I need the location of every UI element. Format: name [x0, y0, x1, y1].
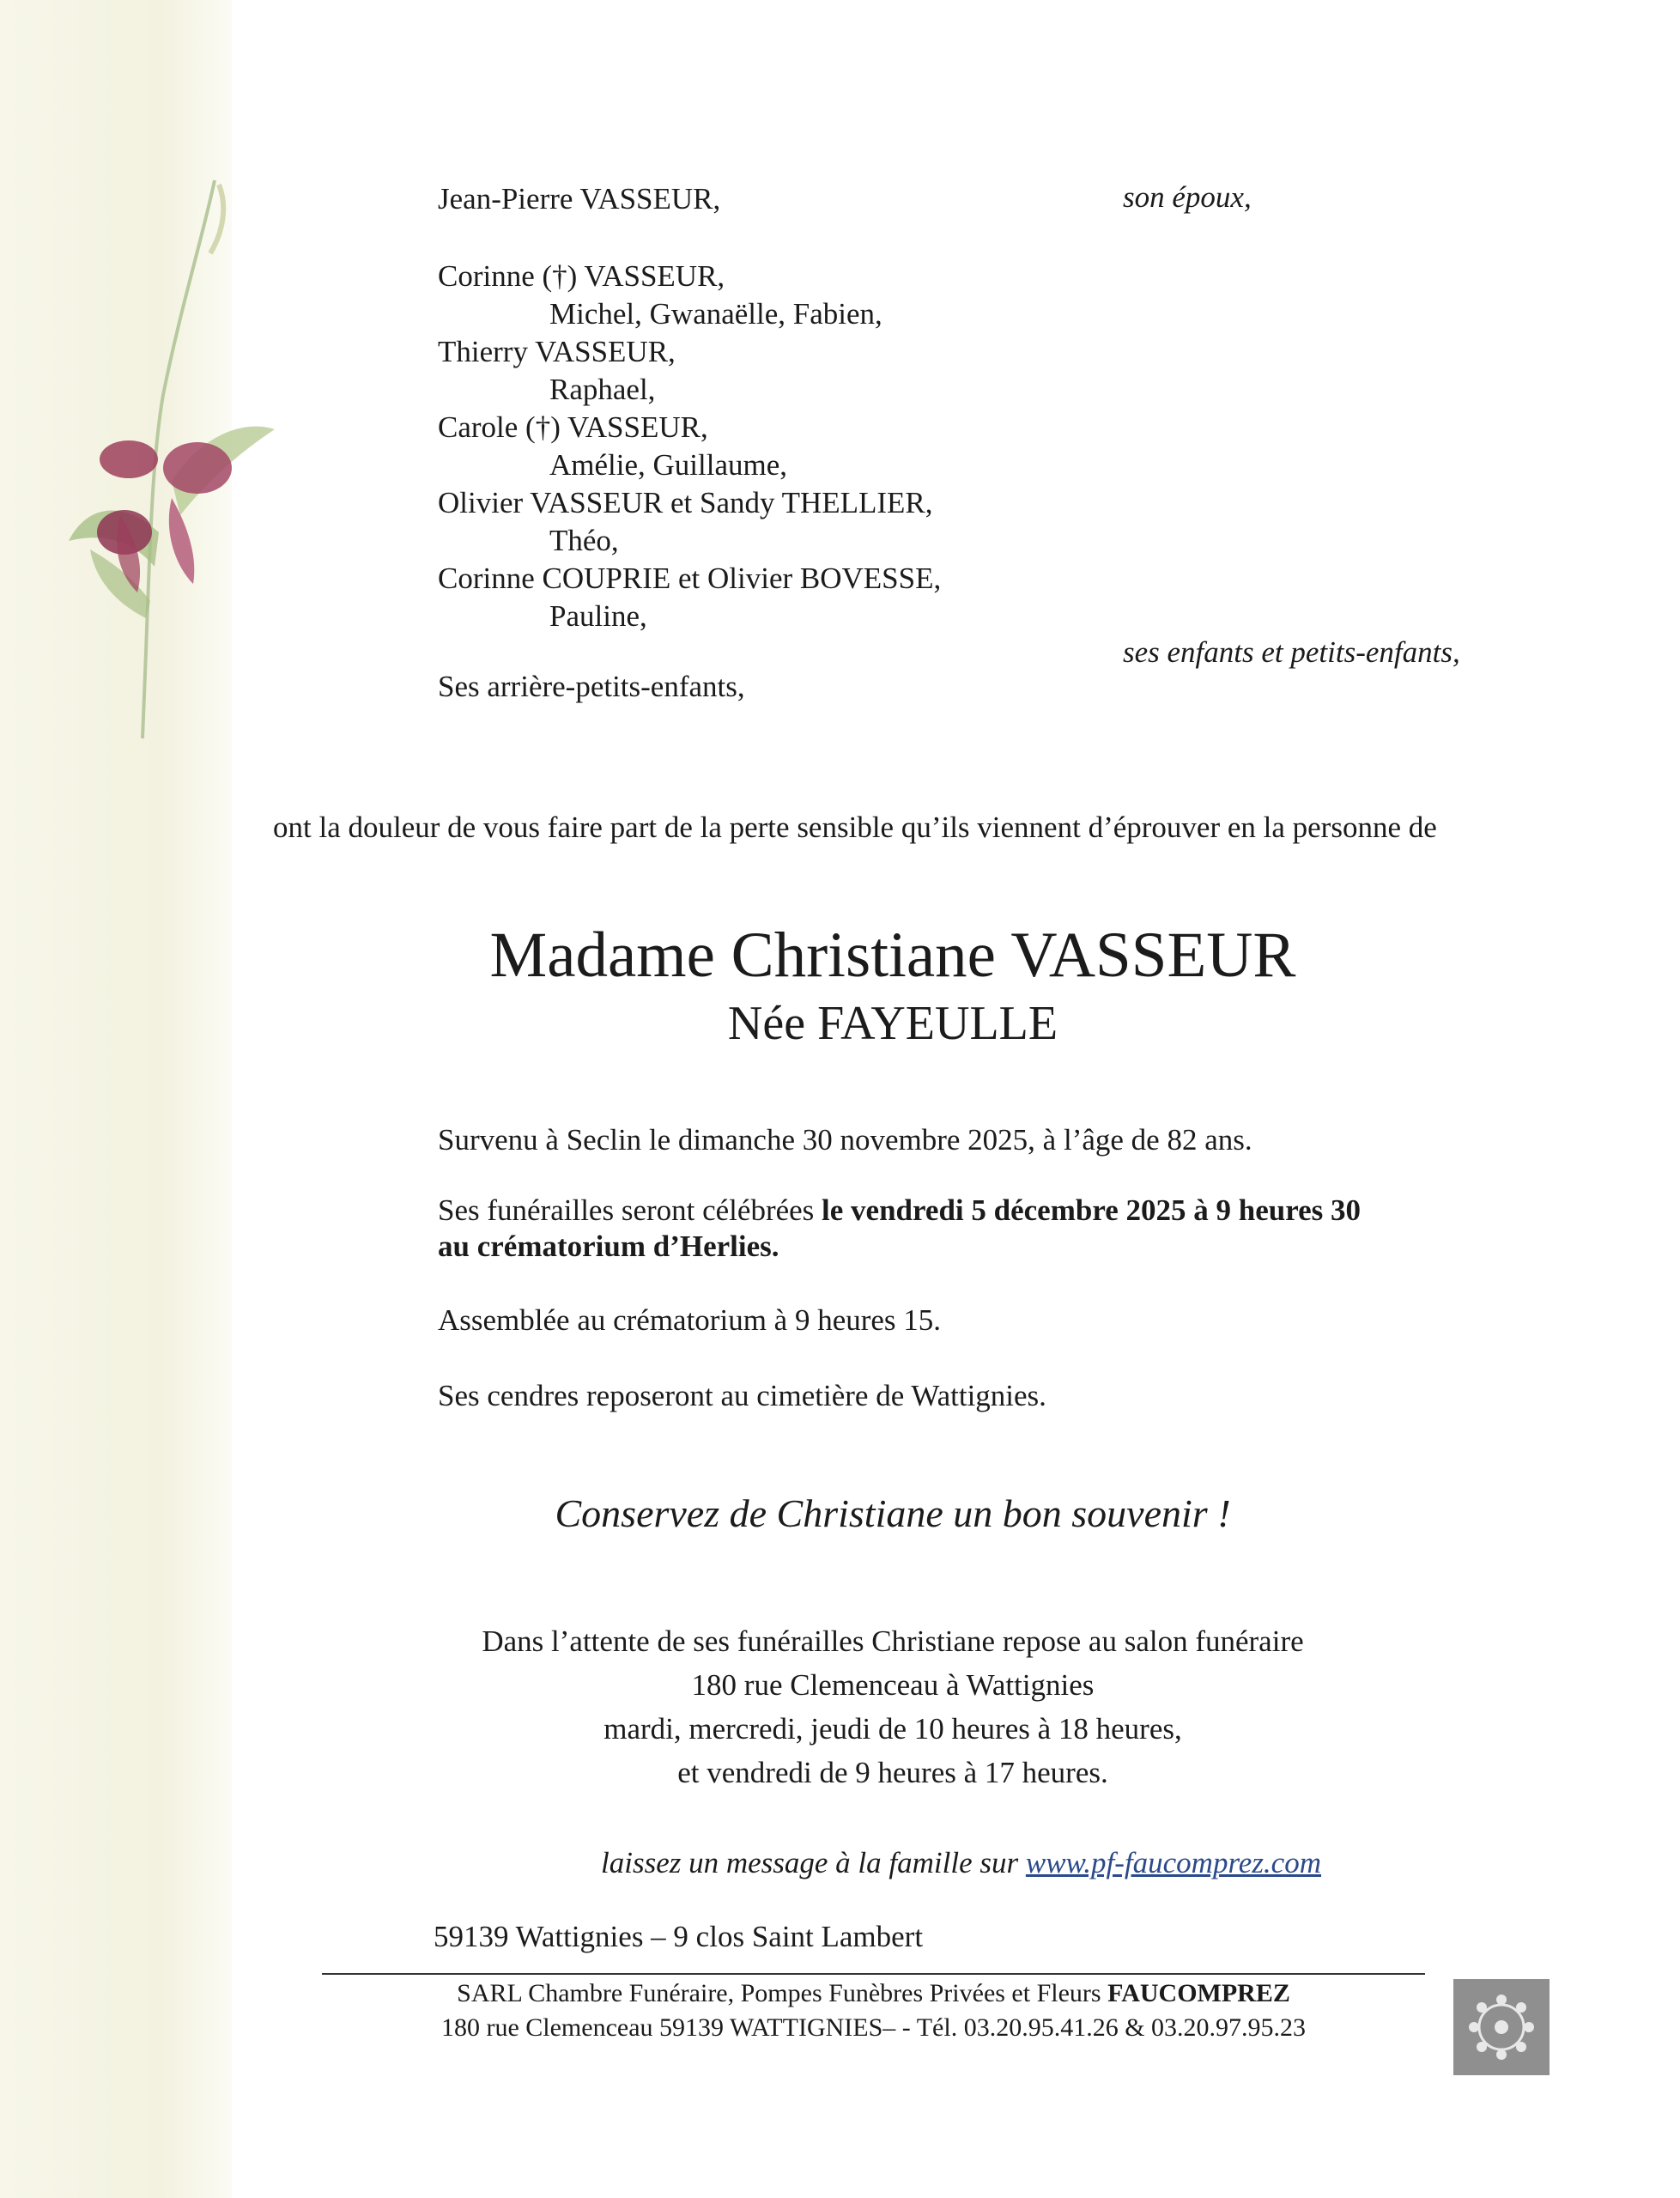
flower-logo-icon: [1453, 1979, 1550, 2075]
announcement-intro: ont la douleur de vous faire part de la perte sensible qu’ils viennent d’éprouver en la personne de: [273, 811, 1437, 844]
message-prefix: laissez un message à la famille sur: [601, 1846, 1026, 1879]
viewing-line: 180 rue Clemenceau à Wattignies: [691, 1668, 1095, 1702]
children-line: Pauline,: [549, 599, 647, 633]
family-address: 59139 Wattignies – 9 clos Saint Lambert: [434, 1920, 924, 1953]
children-role: ses enfants et petits-enfants,: [1123, 635, 1460, 669]
assembly-details: Assemblée au crématorium à 9 heures 15.: [438, 1303, 942, 1337]
children-line: Amélie, Guillaume,: [549, 448, 788, 482]
viewing-line: mardi, mercredi, jeudi de 10 heures à 18 heures,: [603, 1712, 1182, 1746]
footer-company-name: FAUCOMPREZ: [1107, 1979, 1290, 2007]
ashes-details: Ses cendres reposeront au cimetière de Wattignies.: [438, 1379, 1046, 1412]
children-line: Carole (†) VASSEUR,: [438, 410, 708, 444]
children-line: Théo,: [549, 524, 619, 557]
message-line: [601, 1846, 1321, 1880]
deceased-maiden-name: Née FAYEULLE: [727, 997, 1058, 1050]
death-details: Survenu à Seclin le dimanche 30 novembre 2025, à l’âge de 82 ans.: [438, 1123, 1252, 1157]
remembrance-quote: Conservez de Christiane un bon souvenir !: [555, 1491, 1231, 1535]
website-link[interactable]: www.pf-faucomprez.com: [1025, 1846, 1321, 1879]
company-logo: [1453, 1979, 1550, 2075]
calla-lily-illustration: [52, 172, 292, 756]
children-line: Thierry VASSEUR,: [438, 335, 676, 368]
funeral-line-1: [438, 1193, 1361, 1228]
deceased-name: Madame Christiane VASSEUR: [489, 920, 1296, 991]
children-list: [438, 258, 941, 635]
spouse-role: son époux,: [1123, 180, 1252, 214]
footer-divider: [322, 1973, 1425, 1975]
footer-contact: 180 rue Clemenceau 59139 WATTIGNIES– - Tél. 03.20.95.41.26 & 03.20.97.95.23: [440, 2013, 1307, 2042]
children-line: Corinne COUPRIE et Olivier BOVESSE,: [438, 562, 942, 595]
footer-company-prefix: SARL Chambre Funéraire, Pompes Funèbres Privées et Fleurs: [457, 1979, 1108, 2007]
children-line: Corinne (†) VASSEUR,: [438, 259, 725, 293]
funeral-location: au crématorium d’Herlies.: [438, 1230, 779, 1263]
children-line: Olivier VASSEUR et Sandy THELLIER,: [438, 486, 933, 519]
viewing-line: et vendredi de 9 heures à 17 heures.: [677, 1756, 1108, 1789]
spouse-name: Jean-Pierre VASSEUR,: [438, 182, 721, 216]
children-line: Raphael,: [549, 373, 656, 406]
funeral-date: le vendredi 5 décembre 2025 à 9 heures 30: [822, 1193, 1362, 1227]
viewing-line: Dans l’attente de ses funérailles Christiane repose au salon funéraire: [482, 1624, 1304, 1658]
funeral-prefix: Ses funérailles seront célébrées: [438, 1193, 822, 1227]
viewing-info: [0, 1619, 1680, 1794]
great-grandchildren: Ses arrière-petits-enfants,: [438, 670, 745, 703]
footer-company: [322, 1979, 1425, 2008]
children-line: Michel, Gwanaëlle, Fabien,: [549, 297, 882, 331]
